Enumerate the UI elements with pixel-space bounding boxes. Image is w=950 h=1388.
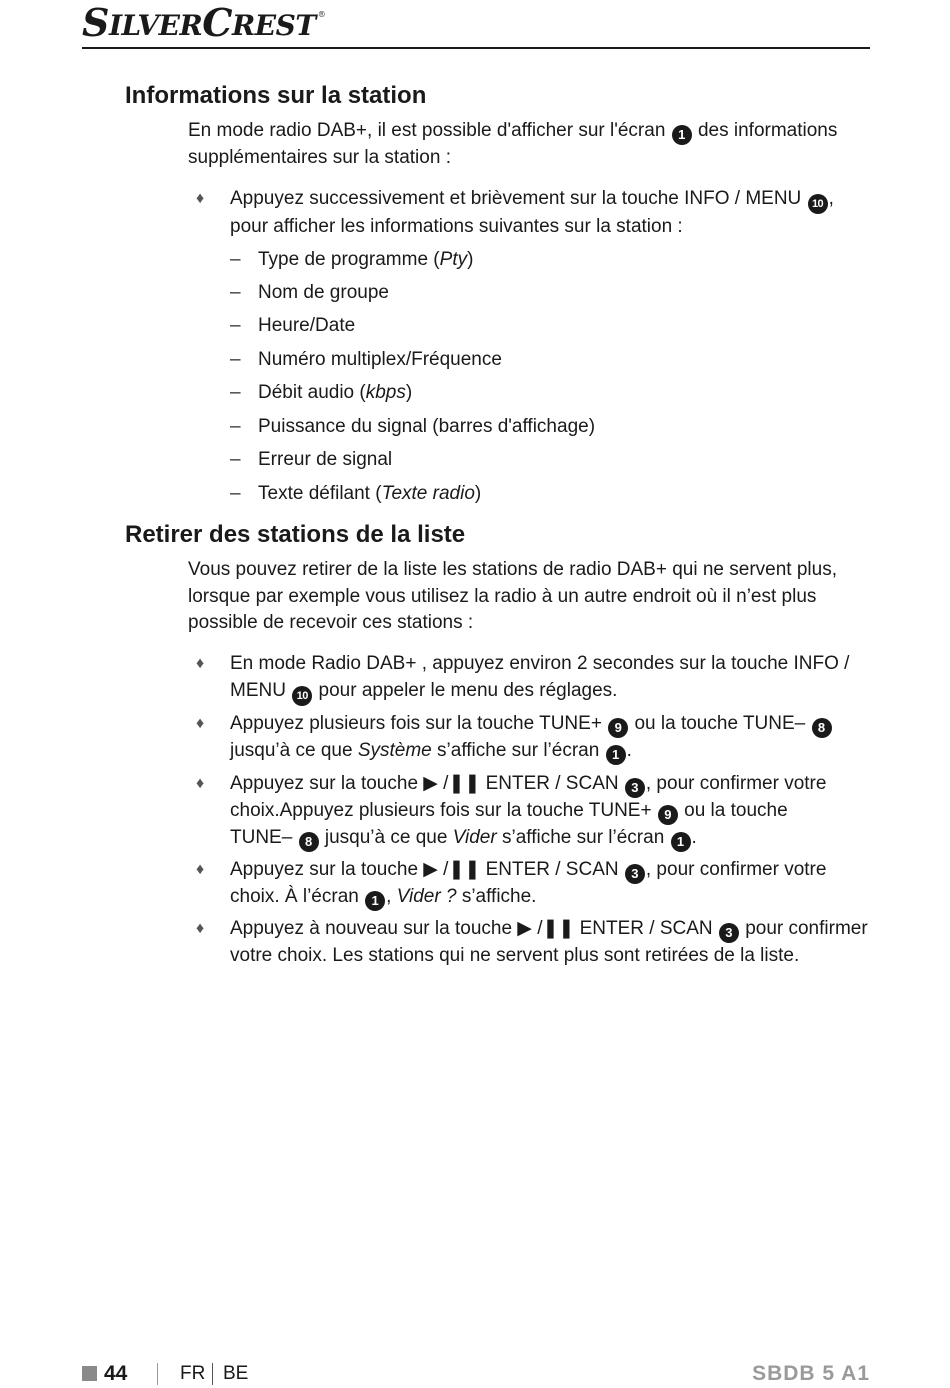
ref-number: 3	[719, 923, 739, 943]
diamond-bullet-icon: ♦	[196, 655, 205, 672]
ref-number: 8	[812, 718, 832, 738]
dash-bullet-icon: –	[230, 416, 241, 437]
section-title-remove-stations: Retirer des stations de la liste	[125, 521, 466, 548]
country-code: BE	[223, 1363, 249, 1384]
ref-number: 10	[808, 194, 828, 214]
page-square-icon	[82, 1366, 97, 1381]
dash-bullet-icon: –	[230, 282, 241, 303]
ref-number: 1	[672, 125, 692, 145]
dash-bullet-icon: –	[230, 315, 241, 336]
dash-bullet-icon: –	[230, 449, 241, 470]
ref-number: 9	[658, 805, 678, 825]
diamond-bullet-icon: ♦	[196, 775, 205, 792]
diamond-bullet-icon: ♦	[196, 190, 205, 207]
header-rule	[82, 47, 870, 49]
page-number: 44	[104, 1362, 128, 1385]
model-number: SBDB 5 A1	[752, 1362, 870, 1385]
page-footer	[82, 1362, 870, 1388]
ref-number: 1	[365, 891, 385, 911]
ref-number: 3	[625, 864, 645, 884]
footer-divider	[212, 1363, 213, 1385]
dash-bullet-icon: –	[230, 349, 241, 370]
footer-divider	[157, 1363, 158, 1385]
section-title-station-info: Informations sur la station	[125, 82, 427, 109]
diamond-bullet-icon: ♦	[196, 920, 205, 937]
dash-bullet-icon: –	[230, 249, 241, 270]
diamond-bullet-icon: ♦	[196, 715, 205, 732]
dash-bullet-icon: –	[230, 382, 241, 403]
ref-number: 1	[671, 832, 691, 852]
language-code: FR	[180, 1363, 206, 1384]
section1-intro: En mode radio DAB+, il est possible d'afficher sur l'écran 1 des informations supplémentaires sur la station :	[188, 120, 838, 168]
brand-logo: S ILVER C REST ®	[82, 0, 326, 45]
dash-bullet-icon: –	[230, 483, 241, 504]
diamond-bullet-icon: ♦	[196, 861, 205, 878]
ref-number: 9	[608, 718, 628, 738]
section2-intro: Vous pouvez retirer de la liste les stations de radio DAB+ qui ne servent plus, lorsque par exemple vous utilisez la radio à un autre endroit où il n’est plus possible de recevoir ces stations :	[188, 559, 837, 633]
ref-number: 8	[299, 832, 319, 852]
ref-number: 3	[625, 778, 645, 798]
ref-number: 1	[606, 745, 626, 765]
ref-number: 10	[292, 686, 312, 706]
